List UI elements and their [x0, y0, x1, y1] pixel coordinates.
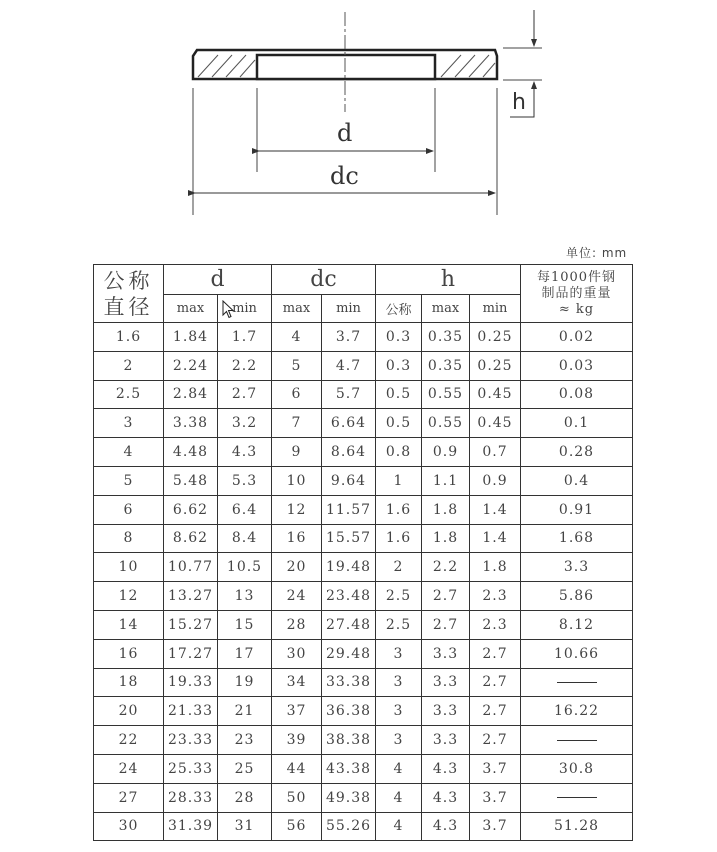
- cell-h-max: 2.7: [422, 610, 470, 639]
- cell-d-max: 17.27: [164, 639, 218, 668]
- cell-weight: 51.28: [521, 812, 633, 841]
- header-nominal-diameter: 公称 直径: [94, 265, 164, 323]
- cell-weight: [521, 726, 633, 755]
- cell-h-nom: 0.3: [376, 323, 422, 352]
- cell-weight: 8.12: [521, 610, 633, 639]
- header-dc: dc: [272, 265, 376, 295]
- cell-dc-max: 30: [272, 639, 322, 668]
- washer-cross-section-drawing: [0, 0, 717, 230]
- unit-label: 单位: mm: [566, 246, 628, 260]
- cell-d-min: 6.4: [218, 495, 272, 524]
- cell-dc-min: 19.48: [322, 553, 376, 582]
- header-dc-min: min: [322, 295, 376, 323]
- no-value-dash: [557, 682, 597, 683]
- cell-dc-min: 9.64: [322, 466, 376, 495]
- cell-size: 22: [94, 726, 164, 755]
- cell-h-nom: 1.6: [376, 524, 422, 553]
- cell-weight: 1.68: [521, 524, 633, 553]
- cell-dc-max: 28: [272, 610, 322, 639]
- header-d-min: min: [218, 295, 272, 323]
- cell-h-min: 1.8: [470, 553, 521, 582]
- cell-dc-max: 9: [272, 438, 322, 467]
- cell-d-min: 25: [218, 754, 272, 783]
- cell-weight: [521, 783, 633, 812]
- cell-dc-max: 56: [272, 812, 322, 841]
- cell-d-min: 5.3: [218, 466, 272, 495]
- cell-d-min: 28: [218, 783, 272, 812]
- cell-h-nom: 2: [376, 553, 422, 582]
- cell-size: 27: [94, 783, 164, 812]
- cell-dc-max: 34: [272, 668, 322, 697]
- cell-d-max: 25.33: [164, 754, 218, 783]
- no-value-dash: [557, 740, 597, 741]
- cell-h-min: 2.3: [470, 582, 521, 611]
- table-row: [94, 754, 633, 783]
- cell-d-max: 5.48: [164, 466, 218, 495]
- table-row: [94, 351, 633, 380]
- table-row: [94, 668, 633, 697]
- cell-dc-max: 24: [272, 582, 322, 611]
- cell-h-nom: 1.6: [376, 495, 422, 524]
- cell-d-min: 2.7: [218, 380, 272, 409]
- cell-dc-min: 3.7: [322, 323, 376, 352]
- cell-weight: 0.1: [521, 409, 633, 438]
- header-d: d: [164, 265, 272, 295]
- cell-h-max: 4.3: [422, 754, 470, 783]
- label-h: h: [512, 90, 526, 115]
- cell-weight: 5.86: [521, 582, 633, 611]
- washer-spec-table: [93, 264, 633, 841]
- header-d-max: max: [164, 295, 218, 323]
- cell-d-min: 13: [218, 582, 272, 611]
- cell-h-max: 0.55: [422, 380, 470, 409]
- cell-h-min: 2.7: [470, 639, 521, 668]
- cell-d-max: 8.62: [164, 524, 218, 553]
- cell-dc-max: 44: [272, 754, 322, 783]
- cell-size: 8: [94, 524, 164, 553]
- cell-weight: 0.08: [521, 380, 633, 409]
- cell-h-min: 3.7: [470, 783, 521, 812]
- cell-h-max: 3.3: [422, 639, 470, 668]
- cell-h-max: 1.8: [422, 495, 470, 524]
- table-row: [94, 553, 633, 582]
- no-value-dash: [557, 797, 597, 798]
- header-h-min: min: [470, 295, 521, 323]
- table-row: [94, 495, 633, 524]
- cell-h-min: 1.4: [470, 524, 521, 553]
- cell-dc-min: 8.64: [322, 438, 376, 467]
- cell-size: 10: [94, 553, 164, 582]
- cell-d-min: 23: [218, 726, 272, 755]
- table-row: [94, 438, 633, 467]
- label-d: d: [337, 119, 353, 147]
- cell-h-min: 1.4: [470, 495, 521, 524]
- cell-size: 18: [94, 668, 164, 697]
- cell-h-max: 3.3: [422, 726, 470, 755]
- table-row: [94, 380, 633, 409]
- cell-dc-max: 10: [272, 466, 322, 495]
- table-row: [94, 610, 633, 639]
- cell-d-max: 21.33: [164, 697, 218, 726]
- cell-size: 5: [94, 466, 164, 495]
- cell-dc-min: 38.38: [322, 726, 376, 755]
- cell-weight: 0.4: [521, 466, 633, 495]
- cell-weight: 10.66: [521, 639, 633, 668]
- cell-dc-min: 55.26: [322, 812, 376, 841]
- cell-dc-max: 12: [272, 495, 322, 524]
- table-row: [94, 466, 633, 495]
- cell-h-nom: 2.5: [376, 610, 422, 639]
- cell-h-nom: 0.8: [376, 438, 422, 467]
- cell-h-min: 2.7: [470, 726, 521, 755]
- cell-d-max: 4.48: [164, 438, 218, 467]
- cell-h-nom: 3: [376, 726, 422, 755]
- cell-h-min: 0.25: [470, 323, 521, 352]
- table-row: [94, 323, 633, 352]
- cell-h-nom: 4: [376, 754, 422, 783]
- cell-d-min: 21: [218, 697, 272, 726]
- cell-d-max: 15.27: [164, 610, 218, 639]
- cell-size: 2: [94, 351, 164, 380]
- cell-h-nom: 0.5: [376, 380, 422, 409]
- cell-h-min: 0.9: [470, 466, 521, 495]
- cell-weight: 0.03: [521, 351, 633, 380]
- cell-d-max: 23.33: [164, 726, 218, 755]
- cell-d-max: 6.62: [164, 495, 218, 524]
- cell-d-max: 13.27: [164, 582, 218, 611]
- cell-size: 30: [94, 812, 164, 841]
- cell-d-min: 17: [218, 639, 272, 668]
- cell-dc-max: 16: [272, 524, 322, 553]
- cell-h-max: 0.35: [422, 351, 470, 380]
- cell-dc-min: 11.57: [322, 495, 376, 524]
- cell-weight: [521, 668, 633, 697]
- header-h-nominal: 公称: [376, 295, 422, 323]
- cell-dc-min: 15.57: [322, 524, 376, 553]
- cell-dc-max: 37: [272, 697, 322, 726]
- cell-size: 20: [94, 697, 164, 726]
- cell-weight: 30.8: [521, 754, 633, 783]
- cell-d-max: 3.38: [164, 409, 218, 438]
- cell-d-max: 2.24: [164, 351, 218, 380]
- cell-dc-max: 5: [272, 351, 322, 380]
- cell-h-nom: 1: [376, 466, 422, 495]
- cell-h-max: 0.35: [422, 323, 470, 352]
- cell-h-max: 1.1: [422, 466, 470, 495]
- cell-dc-max: 7: [272, 409, 322, 438]
- cell-h-nom: 3: [376, 639, 422, 668]
- cell-size: 16: [94, 639, 164, 668]
- cell-size: 4: [94, 438, 164, 467]
- cell-h-nom: 3: [376, 668, 422, 697]
- cell-d-min: 15: [218, 610, 272, 639]
- header-h: h: [376, 265, 521, 295]
- table-row: [94, 409, 633, 438]
- cell-d-max: 2.84: [164, 380, 218, 409]
- cell-dc-min: 5.7: [322, 380, 376, 409]
- cell-d-max: 31.39: [164, 812, 218, 841]
- header-weight: 每1000件钢 制品的重量 ≈ kg: [521, 265, 633, 323]
- header-dc-max: max: [272, 295, 322, 323]
- cell-h-min: 0.45: [470, 409, 521, 438]
- cell-h-max: 4.3: [422, 812, 470, 841]
- cell-h-min: 0.45: [470, 380, 521, 409]
- cell-weight: 0.02: [521, 323, 633, 352]
- cell-d-max: 10.77: [164, 553, 218, 582]
- cell-d-min: 4.3: [218, 438, 272, 467]
- cell-dc-max: 20: [272, 553, 322, 582]
- cell-dc-min: 23.48: [322, 582, 376, 611]
- label-dc: dc: [330, 162, 359, 190]
- cell-dc-min: 36.38: [322, 697, 376, 726]
- cell-d-min: 10.5: [218, 553, 272, 582]
- cell-size: 2.5: [94, 380, 164, 409]
- cell-d-max: 19.33: [164, 668, 218, 697]
- cell-dc-max: 50: [272, 783, 322, 812]
- cell-h-nom: 0.5: [376, 409, 422, 438]
- cell-weight: 0.91: [521, 495, 633, 524]
- cell-dc-min: 4.7: [322, 351, 376, 380]
- cell-dc-min: 33.38: [322, 668, 376, 697]
- cell-size: 3: [94, 409, 164, 438]
- cell-dc-min: 43.38: [322, 754, 376, 783]
- table-row: [94, 783, 633, 812]
- cell-h-max: 4.3: [422, 783, 470, 812]
- cell-h-nom: 4: [376, 783, 422, 812]
- table-row: [94, 524, 633, 553]
- cell-h-nom: 4: [376, 812, 422, 841]
- cell-h-max: 0.55: [422, 409, 470, 438]
- table-row: [94, 726, 633, 755]
- cell-weight: 3.3: [521, 553, 633, 582]
- cell-d-max: 28.33: [164, 783, 218, 812]
- cell-size: 6: [94, 495, 164, 524]
- table-row: [94, 697, 633, 726]
- cell-h-min: 2.7: [470, 668, 521, 697]
- cell-h-max: 3.3: [422, 668, 470, 697]
- cell-d-min: 1.7: [218, 323, 272, 352]
- cell-h-max: 1.8: [422, 524, 470, 553]
- cell-d-min: 3.2: [218, 409, 272, 438]
- cell-dc-min: 49.38: [322, 783, 376, 812]
- table-row: [94, 582, 633, 611]
- cell-h-min: 2.7: [470, 697, 521, 726]
- cell-d-min: 8.4: [218, 524, 272, 553]
- cell-d-max: 1.84: [164, 323, 218, 352]
- cell-h-max: 3.3: [422, 697, 470, 726]
- cell-h-min: 2.3: [470, 610, 521, 639]
- cell-size: 14: [94, 610, 164, 639]
- cell-weight: 0.28: [521, 438, 633, 467]
- cell-h-nom: 3: [376, 697, 422, 726]
- cell-weight: 16.22: [521, 697, 633, 726]
- cell-h-nom: 2.5: [376, 582, 422, 611]
- mouse-cursor-icon: [222, 300, 236, 320]
- cell-d-min: 19: [218, 668, 272, 697]
- table-row: [94, 812, 633, 841]
- cell-d-min: 31: [218, 812, 272, 841]
- cell-h-max: 2.2: [422, 553, 470, 582]
- cell-dc-min: 27.48: [322, 610, 376, 639]
- cell-h-min: 3.7: [470, 812, 521, 841]
- cell-dc-min: 29.48: [322, 639, 376, 668]
- cell-dc-min: 6.64: [322, 409, 376, 438]
- cell-dc-max: 4: [272, 323, 322, 352]
- cell-dc-max: 6: [272, 380, 322, 409]
- cell-h-min: 0.25: [470, 351, 521, 380]
- header-h-max: max: [422, 295, 470, 323]
- cell-size: 12: [94, 582, 164, 611]
- cell-h-min: 0.7: [470, 438, 521, 467]
- cell-d-min: 2.2: [218, 351, 272, 380]
- cell-h-max: 0.9: [422, 438, 470, 467]
- cell-h-nom: 0.3: [376, 351, 422, 380]
- cell-size: 24: [94, 754, 164, 783]
- cell-size: 1.6: [94, 323, 164, 352]
- cell-h-min: 3.7: [470, 754, 521, 783]
- cell-dc-max: 39: [272, 726, 322, 755]
- cell-h-max: 2.7: [422, 582, 470, 611]
- table-row: [94, 639, 633, 668]
